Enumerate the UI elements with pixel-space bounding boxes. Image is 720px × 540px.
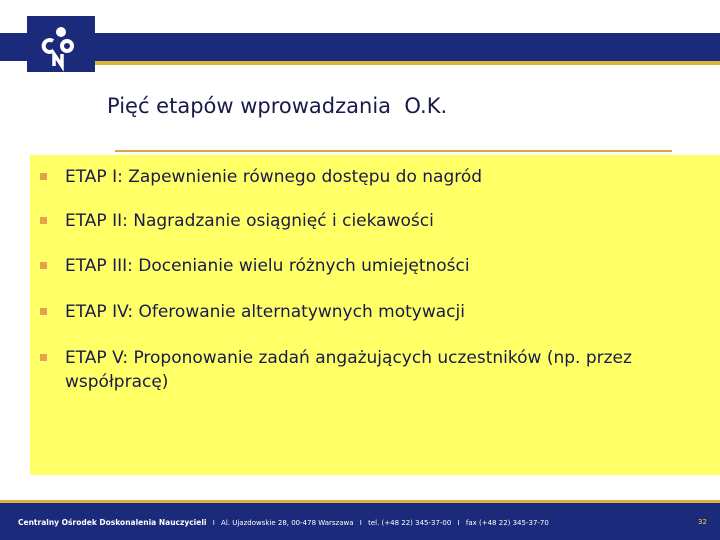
header-bar [0, 33, 720, 61]
footer-org-name: Centralny Ośrodek Doskonalenia Nauczycieli [18, 518, 207, 527]
list-item-text: ETAP IV: Oferowanie alternatywnych motywacji [65, 302, 465, 322]
bullet-square-icon [40, 173, 47, 180]
bullet-square-icon [40, 308, 47, 315]
page-number: 32 [698, 518, 707, 526]
list-item-text: ETAP I: Zapewnienie równego dostępu do nagród [65, 167, 483, 187]
codn-logo-icon [27, 16, 95, 72]
logo [27, 16, 95, 72]
list-item-text: ETAP II: Nagradzanie osiągnięć i ciekawości [65, 211, 434, 231]
content-panel [30, 155, 720, 475]
list-item-text: ETAP III: Docenianie wielu różnych umiejętności [65, 256, 470, 276]
bullet-square-icon [40, 354, 47, 361]
footer-separator: I [359, 519, 362, 527]
footer-info [18, 518, 549, 527]
footer-phone: tel. (+48 22) 345-37-00 [368, 519, 452, 527]
list-item-text: ETAP V: Proponowanie zadań angażujących uczestników (np. przez współpracę) [65, 348, 632, 392]
footer-separator: I [457, 519, 460, 527]
footer-address: Al. Ujazdowskie 28, 00-478 Warszawa [221, 519, 354, 527]
bullet-square-icon [40, 262, 47, 269]
title-underline [115, 150, 672, 152]
footer-fax: fax (+48 22) 345-37-70 [465, 519, 549, 527]
bullet-square-icon [40, 217, 47, 224]
footer-separator: I [212, 519, 215, 527]
header-gold-stripe [95, 61, 720, 65]
slide-title: Pięć etapów wprowadzania O.K. [107, 94, 448, 118]
